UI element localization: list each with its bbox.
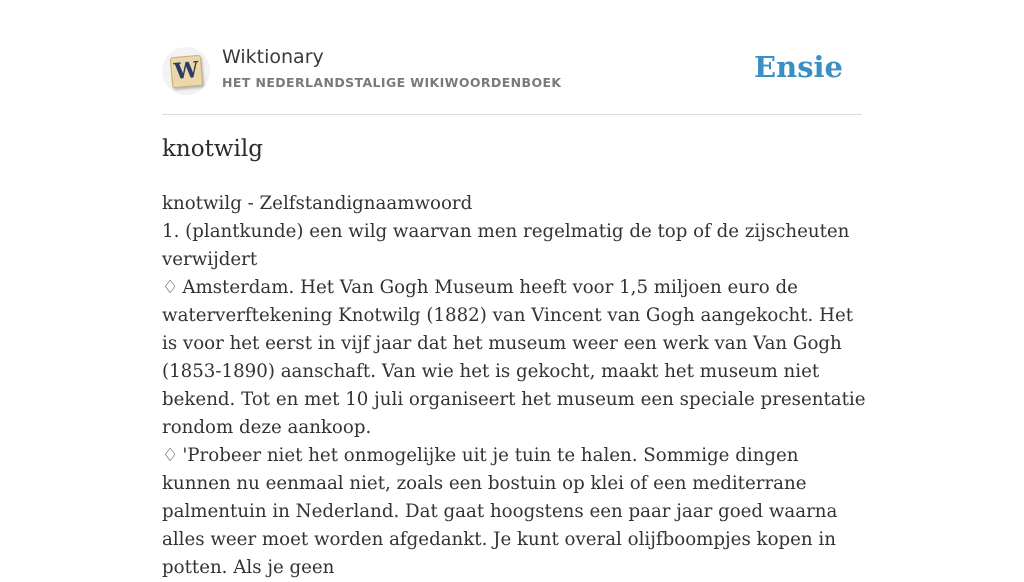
wiktionary-logo-icon[interactable] <box>162 47 210 95</box>
page-title: knotwilg <box>162 136 263 162</box>
example-text: Amsterdam. Het Van Gogh Museum heeft voor 1,5 miljoen euro de waterverftekening Knotwilg (1882) van Vincent van Gogh aangekocht. Het is voor het eerst in vijf jaar dat het museum weer een werk van Van Gogh (1853-1890) aanschaft. Van wie het is gekocht, maakt het museum niet bekend. Tot en met 10 juli organiseert het museum een speciale presentatie rondom deze aankoop. <box>162 277 866 438</box>
site-header <box>162 44 862 115</box>
definition: 1. (plantkunde) een wilg waarvan men regelmatig de top of de zijscheuten verwijdert <box>162 221 850 270</box>
site-title[interactable]: Wiktionary <box>222 46 324 68</box>
logo-tile: W <box>170 55 204 89</box>
example-2 <box>162 442 866 582</box>
example-marker: ♢ <box>162 277 179 298</box>
example-1 <box>162 274 866 442</box>
ensie-brand-logo[interactable]: Ensie <box>754 50 843 84</box>
example-marker: ♢ <box>162 445 179 466</box>
entry-content <box>162 190 866 582</box>
example-text: 'Probeer niet het onmogelijke uit je tuin te halen. Sommige dingen kunnen nu eenmaal niet, zoals een bostuin op klei of een mediterrane palmentuin in Nederland. Dat gaat hoogstens een paar jaar goed waarna alles weer moet worden afgedankt. Je kunt overal olijfboompjes kopen in potten. Als je geen <box>162 445 838 578</box>
site-subtitle: HET NEDERLANDSTALIGE WIKIWOORDENBOEK <box>222 75 562 90</box>
part-of-speech-line: knotwilg - Zelfstandignaamwoord <box>162 193 473 214</box>
